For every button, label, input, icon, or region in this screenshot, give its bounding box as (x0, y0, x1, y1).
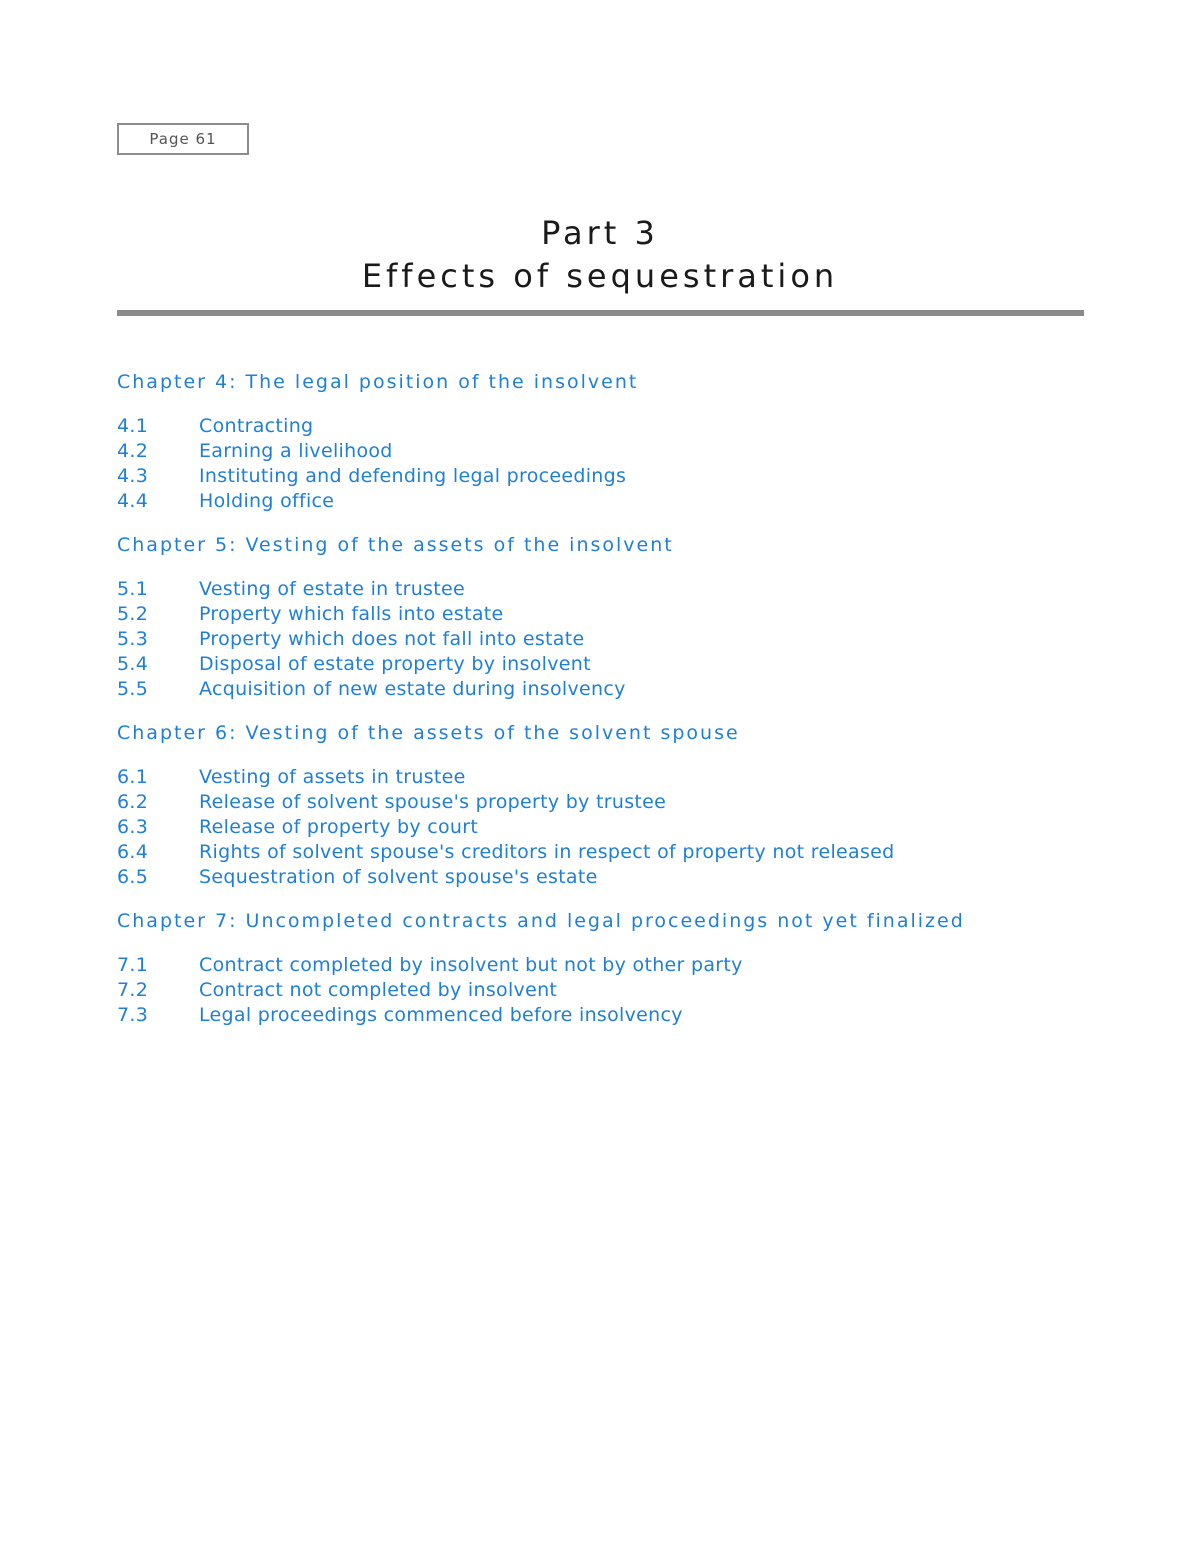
toc-item-number: 6.1 (117, 766, 149, 788)
toc-item-number: 6.3 (117, 816, 149, 838)
toc-item-link[interactable] (117, 978, 1067, 1003)
part-subtitle: Effects of sequestration (361, 257, 839, 295)
chapter-block (117, 368, 1067, 514)
toc-item-text: Acquisition of new estate during insolvency (199, 678, 626, 700)
toc-item-number: 5.3 (117, 628, 149, 650)
toc-item-text: Vesting of estate in trustee (199, 578, 465, 600)
chapter-block (117, 719, 1067, 890)
toc-item-link[interactable] (117, 815, 1067, 840)
toc-item-number: 4.4 (117, 490, 149, 512)
toc-item-number: 7.1 (117, 954, 149, 976)
toc-item-text: Release of property by court (199, 816, 479, 838)
toc-item-number: 7.3 (117, 1004, 149, 1026)
page-number-box: Page 61 (117, 123, 249, 155)
toc-item-link[interactable] (117, 414, 1067, 439)
title-divider (117, 310, 1084, 316)
toc-item-number: 4.1 (117, 415, 149, 437)
toc-item-text: Contracting (199, 415, 314, 437)
toc-item-text: Contract not completed by insolvent (199, 979, 558, 1001)
toc-item-link[interactable] (117, 577, 1067, 602)
toc-item-number: 5.2 (117, 603, 149, 625)
toc-item-link[interactable] (117, 677, 1067, 702)
toc-item-number: 4.3 (117, 465, 149, 487)
toc-item-link[interactable] (117, 1003, 1067, 1028)
toc-item-number: 5.4 (117, 653, 149, 675)
toc-item-link[interactable] (117, 953, 1067, 978)
toc-item-text: Disposal of estate property by insolvent (199, 653, 591, 675)
toc-item-text: Vesting of assets in trustee (199, 766, 466, 788)
toc-item-number: 4.2 (117, 440, 149, 462)
toc-item-text: Property which does not fall into estate (199, 628, 585, 650)
toc-item-link[interactable] (117, 790, 1067, 815)
toc-item-link[interactable] (117, 627, 1067, 652)
toc-item-link[interactable] (117, 602, 1067, 627)
toc-item-number: 6.4 (117, 841, 149, 863)
toc-item-number: 6.5 (117, 866, 149, 888)
toc-item-link[interactable] (117, 464, 1067, 489)
toc-item-link[interactable] (117, 840, 1067, 865)
toc-item-link[interactable] (117, 439, 1067, 464)
chapter-heading-link[interactable]: Chapter 4: The legal position of the insolvent (117, 371, 639, 393)
toc-item-text: Sequestration of solvent spouse's estate (199, 866, 598, 888)
chapter-heading-link[interactable]: Chapter 5: Vesting of the assets of the insolvent (117, 534, 674, 556)
toc-item-link[interactable] (117, 489, 1067, 514)
toc-item-text: Holding office (199, 490, 335, 512)
toc-item-link[interactable] (117, 765, 1067, 790)
toc-item-text: Rights of solvent spouse's creditors in respect of property not released (199, 841, 895, 863)
toc-item-number: 7.2 (117, 979, 149, 1001)
toc-item-text: Contract completed by insolvent but not by other party (199, 954, 743, 976)
toc-item-number: 6.2 (117, 791, 149, 813)
toc-item-text: Earning a livelihood (199, 440, 393, 462)
part-title: Part 3 (541, 214, 659, 252)
toc-item-number: 5.1 (117, 578, 149, 600)
toc-item-link[interactable] (117, 865, 1067, 890)
toc-item-text: Legal proceedings commenced before insolvency (199, 1004, 683, 1026)
toc-item-number: 5.5 (117, 678, 149, 700)
chapter-block (117, 531, 1067, 702)
toc-item-text: Property which falls into estate (199, 603, 504, 625)
chapter-heading-link[interactable]: Chapter 6: Vesting of the assets of the solvent spouse (117, 722, 740, 744)
chapter-block (117, 907, 1067, 1028)
chapter-heading-link[interactable]: Chapter 7: Uncompleted contracts and legal proceedings not yet finalized (117, 910, 965, 932)
table-of-contents (117, 368, 1067, 1045)
toc-item-text: Release of solvent spouse's property by trustee (199, 791, 667, 813)
toc-item-text: Instituting and defending legal proceedings (199, 465, 627, 487)
toc-item-link[interactable] (117, 652, 1067, 677)
